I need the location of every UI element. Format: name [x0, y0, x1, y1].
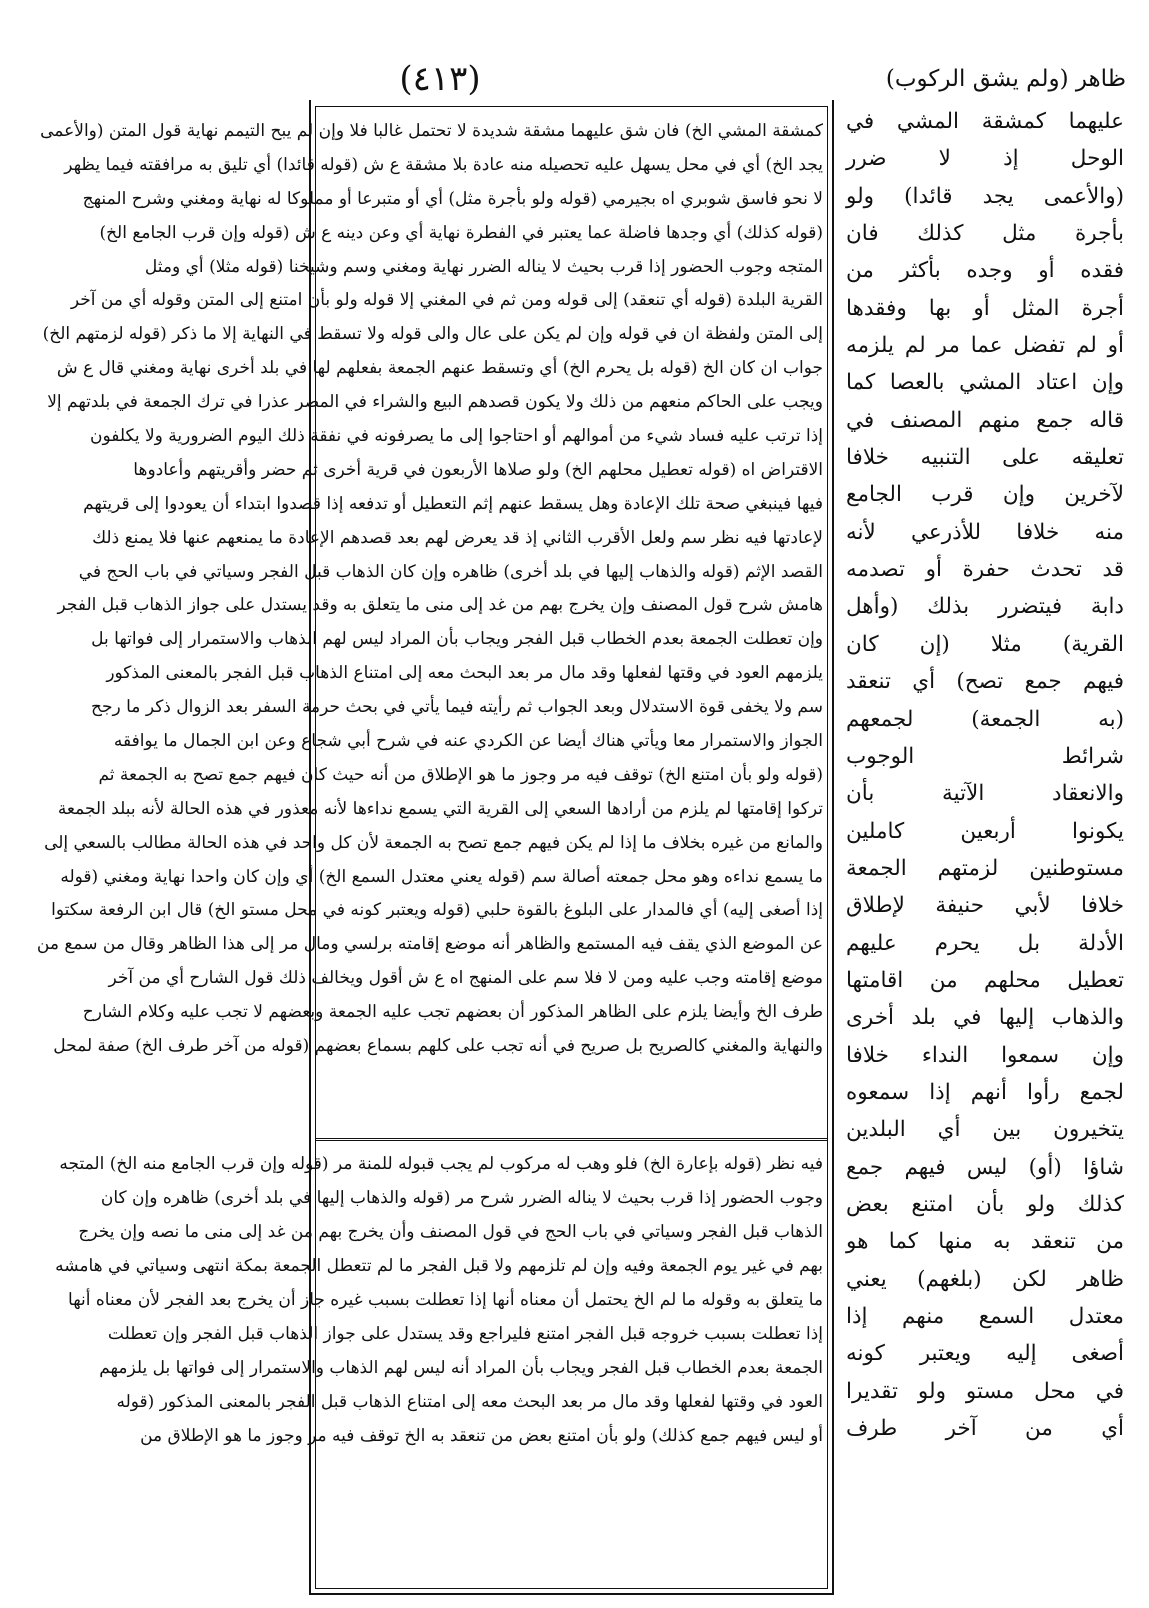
- main-text-line: وإن تعطلت الجمعة بعدم الخطاب قبل الفجر ويجاب بأن المراد ليس لهم الذهاب والاستمرار إلى فواتها بل: [91, 629, 823, 650]
- sidebar-line: أي من آخر طرف: [846, 1416, 1124, 1442]
- sidebar-line: قد تحدث حفرة أو تصدمه: [846, 557, 1124, 583]
- sidebar-line: شرائط الوجوب: [846, 743, 1124, 769]
- main-text-line: يلزمهم العود في وقتها لفعلها وقد مال مر بعد البحث معه إلى امتناع الذهاب قبل الفجر بالمعنى المذكور: [106, 663, 823, 684]
- note-text-line: العود في وقتها لفعلها وقد مال مر بعد البحث معه إلى امتناع الذهاب قبل الفجر بالمعنى المذكور (قوله: [116, 1392, 823, 1412]
- marginal-text-column: [846, 103, 1124, 1598]
- main-text-line: تركوا إقامتها لم يلزم من أرادها السعي إلى القرية التي يسمع نداءها لأنه معذور في هذه الحالة لأنه ببلد الجمعة: [57, 798, 823, 819]
- sidebar-line: فيهم جمع تصح) أي تنعقد: [846, 669, 1124, 695]
- page-number: (٤١٣): [399, 59, 481, 99]
- main-commentary: [36, 115, 823, 1131]
- sidebar-line: معتدل السمع منهم إذا: [846, 1304, 1124, 1329]
- sidebar-line: دابة فيتضرر بذلك (وأهل: [846, 594, 1124, 620]
- main-text-line: موضع إقامته وجب عليه ومن لا فلا سم على المنهج اه ع ش أقول ويخالف ذلك قول الشارح أي من آخر: [108, 968, 823, 989]
- main-text-line: عن الموضع الذي يقف فيه المستمع والظاهر أنه موضع إقامته برلسي ومال مر إلى هذا الظاهر وقال من سمع من: [36, 934, 823, 955]
- sidebar-line: لجمع رأوا أنهم إذا سمعوه: [846, 1079, 1124, 1105]
- sidebar-line: (والأعمى يجد قائدا) ولو: [846, 183, 1124, 209]
- main-text-line: فيها فينبغي صحة تلك الإعادة وهل يسقط عنهم إثم التعطيل أو تدفعه إذا قصدوا ابتداء أن يعودوا إلى قريتهم: [83, 493, 823, 514]
- note-text-line: إذا تعطلت بسبب خروجه قبل الفجر امتنع فليراجع وقد يستدل على جواز الذهاب قبل الفجر وإن تعطلت: [107, 1324, 823, 1344]
- sidebar-line: والذهاب إليها في بلد أخرى: [846, 1005, 1124, 1031]
- main-text-line: جواب ان كان الخ (قوله بل يحرم الخ) أي وتسقط عنهم الجمعة بفعلهم لها في بلد أخرى نهاية ومغني قال ع ش: [56, 358, 823, 379]
- main-text-line: سم ولا يخفى قوة الاستدلال وبعد الجواب ثم رأيته فيما يأتي في بحث حرمة السفر بعد الزوال ذكر ما رجح: [91, 697, 823, 718]
- sidebar-line: [846, 1522, 1124, 1559]
- main-text-line: الجواز والاستمرار معا ويأتي هناك أيضا عن الكردي عنه في شرح أبي شجاع وعن ابن الجمال ما يوافقه: [113, 731, 823, 752]
- main-text-line: (قوله ولو بأن امتنع الخ) توقف فيه مر وجوز ما هو الإطلاق من أنه حيث كان فيهم جمع تصح به الجمعة ثم: [98, 764, 823, 785]
- main-text-line: طرف الخ وأيضا يلزم على الظاهر المذكور أن بعضهم تجب عليه الجمعة وبعضهم لا تجب عليه وكلام الشارح: [82, 1002, 823, 1023]
- sidebar-line: الوحل إذ لا ضرر: [846, 146, 1124, 172]
- main-text-line: والنهاية والمغني كالصريح بل صريح في أنه تجب على كلهم بسماع بعضهم (قوله من آخر طرف الخ) صفة لمحل: [53, 1036, 823, 1057]
- note-text-line: ما يتعلق به وقوله ما لم الخ يحتمل أن معناه أنها إذا تعطلت بسبب غيره جاز أن يخرج بعد الفجر لأن معناه أنها: [68, 1290, 823, 1310]
- sidebar-line: فقده أو وجده بأكثر من: [846, 258, 1124, 284]
- sidebar-line: تعطيل محلهم من اقامتها: [846, 967, 1124, 993]
- main-text-line: الاقتراض اه (قوله تعطيل محلهم الخ) ولو صلاها الأربعون في قرية أخرى ثم حضر وأقريتهم وأعادوها: [133, 459, 823, 480]
- main-text-line: كمشقة المشي الخ) فان شق عليهما مشقة شديدة لا تحتمل غالبا فلا وإن لم يبح التيمم نهاية قول المتن (والأعمى: [40, 121, 823, 141]
- note-text-line: بهم في غير يوم الجمعة وفيه وإن لم تلزمهم ولا قبل الفجر ما لم تتعطل الجمعة بمكة انتهى وسياتي في هامشه: [55, 1256, 823, 1276]
- sidebar-line: ظاهر لكن (بلغهم) يعني: [846, 1266, 1124, 1292]
- sidebar-line: شاؤا (أو) ليس فيهم جمع: [846, 1154, 1124, 1180]
- main-text-line: هامش شرح قول المصنف وإن يخرج بهم من غد إلى منى ما يتعلق به وقد يستدل على جواز الذهاب قبل الفجر: [57, 595, 823, 616]
- note-text-line: الجمعة بعدم الخطاب قبل الفجر ويجاب بأن المراد أنه ليس لهم الذهاب والاستمرار إلى فواتها بل يلزمهم: [99, 1358, 823, 1378]
- sidebar-line: خلافا لأبي حنيفة لإطلاق: [846, 893, 1124, 919]
- sidebar-line: بأجرة مثل كذلك فان: [846, 221, 1124, 247]
- main-text-line: القصد الإثم (قوله والذهاب إليها في بلد أخرى) ظاهره وإن كان الذهاب قبل الفجر وسياتي في باب الحج في: [78, 561, 823, 582]
- sidebar-line: كذلك ولو بأن امتنع بعض: [846, 1191, 1124, 1217]
- sidebar-line: وإن سمعوا النداء خلافا: [846, 1042, 1124, 1068]
- sidebar-line: (به الجمعة) لجمعهم: [846, 706, 1124, 732]
- sidebar-line: يتخيرون بين أي البلدين: [846, 1117, 1124, 1143]
- sidebar-line: قاله جمع منهم المصنف في: [846, 407, 1124, 433]
- main-text-line: ما يسمع نداءه وهو محل جمعته أصالة سم (قوله يعني معتدل السمع الخ) أي وإن كان واحدا نهاية ومغني (قوله: [60, 866, 823, 887]
- main-text-line: لا نحو فاسق شوبري اه بجيرمي (قوله ولو بأجرة مثل) أي أو متبرعا أو مملوكا له نهاية ومغني وشرح المنهج: [82, 188, 823, 209]
- main-text-line: إذا أصغى إليه) أي فالمدار على البلوغ بالقوة حلبي (قوله ويعتبر كونه في محل مستو الخ) قال ابن الرفعة سكتوا: [51, 900, 823, 921]
- main-text-line: ويجب على الحاكم منعهم من ذلك ولا يكون قصدهم البيع والشراء في المصر عذرا في ترك الجمعة في بلدتهم إلا: [47, 392, 823, 413]
- footnote-commentary: [55, 1147, 823, 1589]
- sidebar-line: أو لم تفضل عما مر لم يلزمه: [846, 333, 1124, 359]
- sidebar-line: القرية) مثلا (إن كان: [846, 631, 1124, 657]
- sidebar-line: أصغى إليه ويعتبر كونه: [846, 1341, 1124, 1367]
- main-text-line: إلى المتن ولفظة ان في قوله وإن لم يكن على عال والى قوله ولا تسقط في النهاية إلا ما ذكر (قوله لزمتهم الخ): [42, 324, 823, 345]
- sidebar-line: من تنعقد به منها كما هو: [846, 1229, 1124, 1255]
- sidebar-line: [846, 1485, 1124, 1522]
- note-text-line: وجوب الحضور إذا قرب بحيث لا يناله الضرر شرح مر (قوله والذهاب إليها في بلد أخرى) ظاهره وإن كان: [100, 1188, 823, 1208]
- sidebar-line: تعليقه على التنبيه خلافا: [846, 445, 1124, 471]
- sidebar-line: الأدلة بل يحرم عليهم: [846, 930, 1124, 956]
- main-text-line: إذا ترتب عليه فساد شيء من أموالهم أو احتاجوا إلى ما يصرفونه في نفقة ذلك اليوم الضرورية ولا يكلفون: [89, 426, 823, 447]
- sidebar-line: يكونوا أربعين كاملين: [846, 818, 1124, 844]
- sidebar-line: أجرة المثل أو بها وفقدها: [846, 295, 1124, 321]
- sidebar-line: في محل مستو ولو تقديرا: [846, 1378, 1124, 1404]
- section-divider: [315, 1138, 828, 1141]
- note-text-line: فيه نظر (قوله بإعارة الخ) فلو وهب له مركوب لم يجب قبوله للمنة مر (قوله وإن قرب الجامع منه الخ) المتجه: [59, 1154, 823, 1174]
- main-text-line: المتجه وجوب الحضور إذا قرب بحيث لا يناله الضرر نهاية ومغني وسم وشيخنا (قوله مثلا) أي ومثل: [144, 256, 823, 277]
- main-text-line: يجد الخ) أي في محل يسهل عليه تحصيله منه عادة بلا مشقة ع ش (قوله قائدا) أي تليق به مرافقته فيما يظهر: [64, 154, 823, 175]
- main-text-line: (قوله كذلك) أي وجدها فاضلة عما يعتبر في الفطرة نهاية أي وعن دينه ع ش (قوله وإن قرب الجامع الخ): [99, 222, 823, 243]
- note-text-line: الذهاب قبل الفجر وسياتي في باب الحج في قول المصنف وأن يخرج بهم من غد إلى منى ما نصه وإن يخرج: [78, 1222, 823, 1242]
- frame-top-gap: [311, 100, 832, 104]
- sidebar-header: ظاهر (ولم يشق الركوب): [885, 66, 1126, 92]
- note-text-line: أو ليس فيهم جمع كذلك) ولو بأن امتنع بعض من تنعقد به الخ توقف فيه مر وجوز ما هو الإطلاق من: [140, 1426, 823, 1446]
- sidebar-line: والانعقاد الآتية بأن: [846, 781, 1124, 807]
- sidebar-line: لآخرين وإن قرب الجامع: [846, 482, 1124, 508]
- sidebar-line: [846, 1447, 1124, 1484]
- sidebar-line: مستوطنين لزمتهم الجمعة: [846, 855, 1124, 881]
- sidebar-line: وإن اعتاد المشي بالعصا كما: [846, 370, 1124, 396]
- main-text-line: لإعادتها فيه نظر سم ولعل الأقرب الثاني إذ قد يعرض لهم بعد قصدهم الإعادة ما يمنعهم عنها فلا يمنع ذلك: [92, 527, 823, 548]
- sidebar-line: عليهما كمشقة المشي في: [846, 109, 1124, 134]
- sidebar-line: منه خلافا للأذرعي لأنه: [846, 519, 1124, 545]
- main-text-line: والمانع من غيره بخلاف ما إذا لم يكن فيهم جمع تصح به الجمعة لأن كل واحد في هذه الحالة مطالب بالسعي إلى: [44, 832, 823, 853]
- main-text-line: القرية البلدة (قوله أي تنعقد) إلى قوله ومن ثم في المغني إلا قوله ولو بأن امتنع إلى المتن وقوله أي من آخر: [70, 290, 823, 311]
